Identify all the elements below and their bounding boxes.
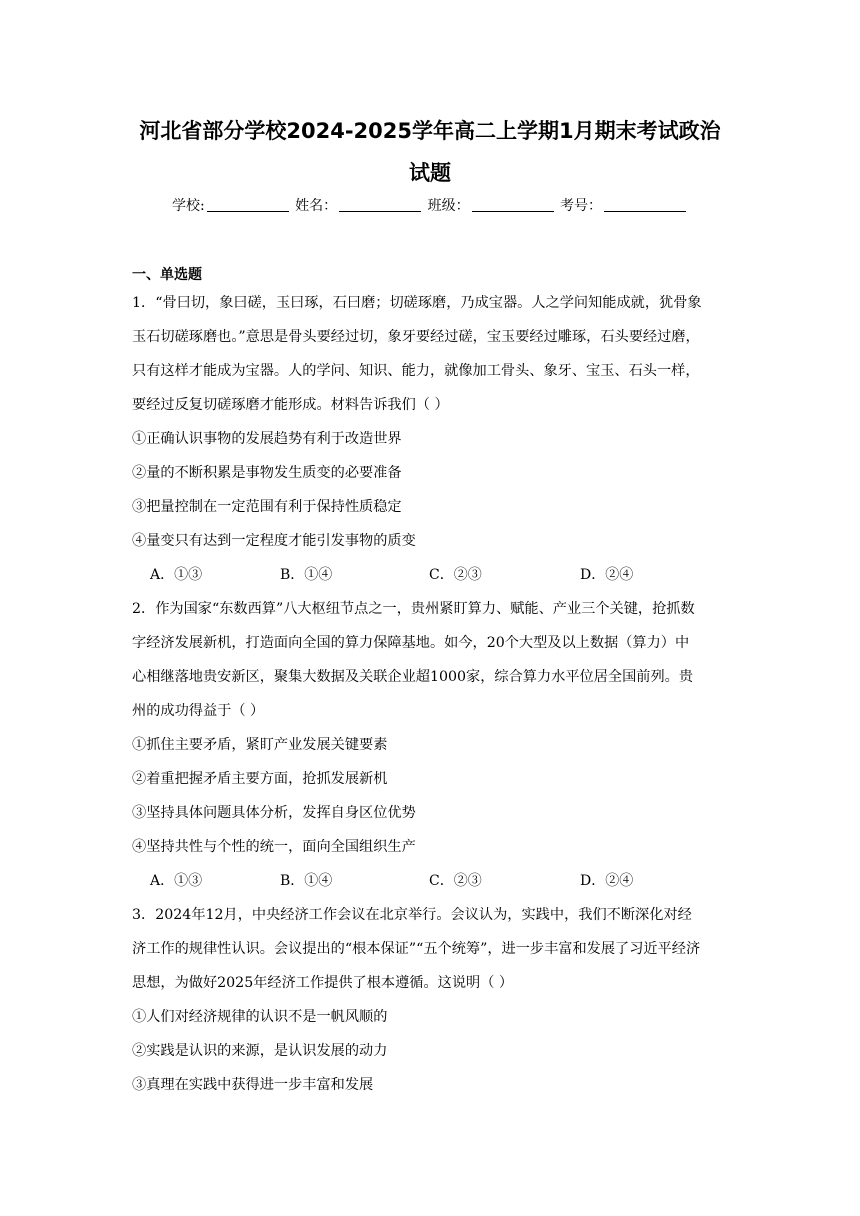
section-title: 一、单选题 (132, 267, 202, 283)
question-1-statement: ③把量控制在一定范围有利于保持性质稳定 (132, 499, 402, 515)
question-2-line: 字经济发展新机，打造面向全国的算力保障基地。如今，20个大型及以上数据（算力）中 (132, 635, 690, 651)
option-b[interactable]: B．①④ (280, 873, 333, 889)
class-label: 班级： (427, 198, 470, 214)
question-3-statement: ③真理在实践中获得进一步丰富和发展 (132, 1077, 374, 1093)
question-2-statement: ①抓住主要矛盾，紧盯产业发展关键要素 (132, 737, 388, 753)
question-1-line: 玉石切磋琢磨也。”意思是骨头要经过切，象牙要经过磋，宝玉要经过雕琢，石头要经过磨， (132, 329, 700, 345)
question-1-line: 1．“骨曰切，象曰磋，玉曰琢，石曰磨；切磋琢磨，乃成宝器。人之学问知能成就，犹骨象 (132, 295, 702, 311)
option-c[interactable]: C．②③ (429, 567, 482, 583)
exam-number-blank[interactable] (604, 197, 686, 212)
question-3-line: 思想，为做好2025年经济工作提供了根本遵循。这说明（ ） (132, 975, 514, 991)
option-d[interactable]: D．②④ (580, 873, 634, 889)
question-3-statement: ②实践是认识的来源，是认识发展的动力 (132, 1043, 388, 1059)
question-1-line: 只有这样才能成为宝器。人的学问、知识、能力，就像加工骨头、象牙、宝玉、石头一样， (132, 363, 700, 379)
name-label: 姓名： (295, 198, 338, 214)
question-1-statement: ④量变只有达到一定程度才能引发事物的质变 (132, 533, 416, 549)
question-1-statement: ②量的不断积累是事物发生质变的必要准备 (132, 465, 402, 481)
student-info-row (0, 196, 860, 216)
exam-title-line1: 河北省部分学校2024-2025学年高二上学期1月期末考试政治 (139, 119, 721, 143)
name-blank[interactable] (339, 197, 421, 212)
question-2-line: 2．作为国家“东数西算”八大枢纽节点之一，贵州紧盯算力、赋能、产业三个关键，抢抓数 (132, 601, 695, 617)
option-d[interactable]: D．②④ (580, 567, 634, 583)
question-3-line: 济工作的规律性认识。会议提出的“根本保证”“五个统筹”，进一步丰富和发展了习近平经济 (132, 941, 701, 957)
question-2-statement: ③坚持具体问题具体分析，发挥自身区位优势 (132, 805, 416, 821)
question-2-statement: ④坚持共性与个性的统一，面向全国组织生产 (132, 839, 416, 855)
question-3-statement: ①人们对经济规律的认识不是一帆风顺的 (132, 1009, 388, 1025)
option-a[interactable]: A．①③ (150, 873, 203, 889)
option-b[interactable]: B．①④ (280, 567, 333, 583)
question-2-line: 州的成功得益于（ ） (132, 703, 265, 719)
question-1-statement: ①正确认识事物的发展趋势有利于改造世界 (132, 431, 402, 447)
question-2-line: 心相继落地贵安新区，聚集大数据及关联企业超1000家，综合算力水平位居全国前列。贵 (132, 669, 694, 685)
question-3-line: 3．2024年12月，中央经济工作会议在北京举行。会议认为，实践中，我们不断深化对经 (132, 907, 692, 923)
school-label: 学校: (171, 198, 205, 214)
class-blank[interactable] (472, 197, 554, 212)
exam-number-label: 考号： (560, 198, 603, 214)
school-blank[interactable] (207, 197, 289, 212)
option-a[interactable]: A．①③ (150, 567, 203, 583)
exam-title-line2: 试题 (409, 161, 451, 185)
question-2-statement: ②着重把握矛盾主要方面，抢抓发展新机 (132, 771, 388, 787)
option-c[interactable]: C．②③ (429, 873, 482, 889)
question-1-line: 要经过反复切磋琢磨才能形成。材料告诉我们（ ） (132, 397, 449, 413)
